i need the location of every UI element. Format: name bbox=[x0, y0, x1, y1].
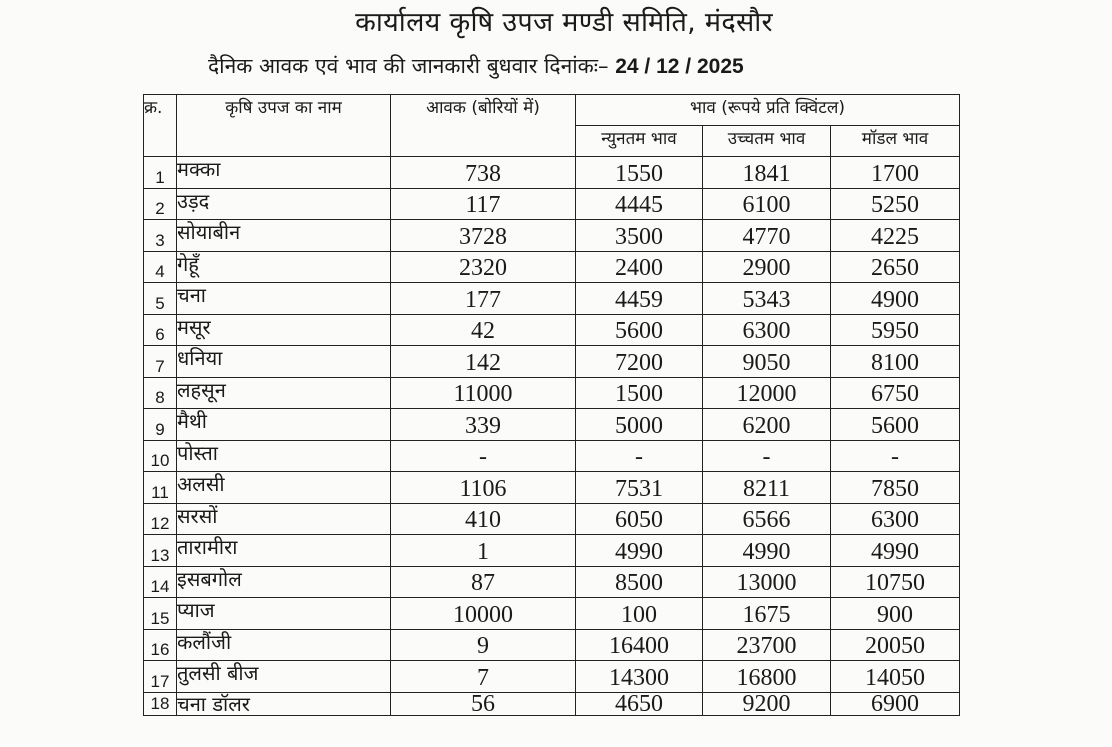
max-price-cell: 6566 bbox=[703, 503, 831, 535]
arrival-cell: 3728 bbox=[391, 220, 576, 252]
commodity-name-cell: सरसों bbox=[177, 503, 391, 535]
commodity-name-cell: लहसून bbox=[177, 377, 391, 409]
table-row bbox=[144, 692, 960, 715]
arrival-cell: 142 bbox=[391, 346, 576, 378]
table-row bbox=[144, 220, 960, 252]
min-price-cell: 100 bbox=[576, 598, 703, 630]
report-date: 24 / 12 / 2025 bbox=[615, 55, 744, 78]
arrival-cell: 11000 bbox=[391, 377, 576, 409]
min-price-cell: 16400 bbox=[576, 629, 703, 661]
modal-price-cell: 5250 bbox=[831, 188, 960, 220]
serial-cell: 14 bbox=[144, 566, 177, 598]
min-price-cell: 7200 bbox=[576, 346, 703, 378]
max-price-cell: 6100 bbox=[703, 188, 831, 220]
min-price-cell: 14300 bbox=[576, 661, 703, 693]
modal-price-cell: 10750 bbox=[831, 566, 960, 598]
arrival-cell: 1106 bbox=[391, 472, 576, 504]
modal-price-cell: - bbox=[831, 440, 960, 472]
commodity-name-cell: चना डॉलर bbox=[177, 692, 391, 715]
serial-cell: 10 bbox=[144, 440, 177, 472]
min-price-cell: 4990 bbox=[576, 535, 703, 567]
max-price-cell: 9200 bbox=[703, 692, 831, 715]
commodity-name-cell: अलसी bbox=[177, 472, 391, 504]
commodity-name-cell: गेहूँ bbox=[177, 251, 391, 283]
serial-cell: 15 bbox=[144, 598, 177, 630]
max-price-cell: 12000 bbox=[703, 377, 831, 409]
modal-price-cell: 4225 bbox=[831, 220, 960, 252]
arrival-cell: 7 bbox=[391, 661, 576, 693]
header-commodity: कृषि उपज का नाम bbox=[177, 95, 391, 157]
modal-price-cell: 6900 bbox=[831, 692, 960, 715]
modal-price-cell: 900 bbox=[831, 598, 960, 630]
min-price-cell: 4650 bbox=[576, 692, 703, 715]
max-price-cell: 1841 bbox=[703, 157, 831, 189]
modal-price-cell: 5600 bbox=[831, 409, 960, 441]
arrival-cell: 738 bbox=[391, 157, 576, 189]
min-price-cell: 1550 bbox=[576, 157, 703, 189]
modal-price-cell: 7850 bbox=[831, 472, 960, 504]
modal-price-cell: 4900 bbox=[831, 283, 960, 315]
table-row bbox=[144, 188, 960, 220]
min-price-cell: 3500 bbox=[576, 220, 703, 252]
modal-price-cell: 1700 bbox=[831, 157, 960, 189]
max-price-cell: 5343 bbox=[703, 283, 831, 315]
arrival-cell: 10000 bbox=[391, 598, 576, 630]
max-price-cell: 13000 bbox=[703, 566, 831, 598]
min-price-cell: 2400 bbox=[576, 251, 703, 283]
max-price-cell: 2900 bbox=[703, 251, 831, 283]
commodity-name-cell: प्याज bbox=[177, 598, 391, 630]
serial-cell: 16 bbox=[144, 629, 177, 661]
min-price-cell: 4459 bbox=[576, 283, 703, 315]
arrival-cell: 1 bbox=[391, 535, 576, 567]
table-row bbox=[144, 283, 960, 315]
modal-price-cell: 8100 bbox=[831, 346, 960, 378]
max-price-cell: - bbox=[703, 440, 831, 472]
min-price-cell: 1500 bbox=[576, 377, 703, 409]
max-price-cell: 4990 bbox=[703, 535, 831, 567]
table-row bbox=[144, 409, 960, 441]
header-max-price: उच्चतम भाव bbox=[703, 126, 831, 157]
modal-price-cell: 6300 bbox=[831, 503, 960, 535]
serial-cell: 6 bbox=[144, 314, 177, 346]
min-price-cell: 5000 bbox=[576, 409, 703, 441]
table-row bbox=[144, 377, 960, 409]
serial-cell: 7 bbox=[144, 346, 177, 378]
serial-cell: 13 bbox=[144, 535, 177, 567]
min-price-cell: 6050 bbox=[576, 503, 703, 535]
arrival-cell: 117 bbox=[391, 188, 576, 220]
max-price-cell: 23700 bbox=[703, 629, 831, 661]
table-row bbox=[144, 535, 960, 567]
serial-cell: 8 bbox=[144, 377, 177, 409]
serial-cell: 11 bbox=[144, 472, 177, 504]
modal-price-cell: 20050 bbox=[831, 629, 960, 661]
commodity-name-cell: तारामीरा bbox=[177, 535, 391, 567]
serial-cell: 4 bbox=[144, 251, 177, 283]
table-row bbox=[144, 472, 960, 504]
commodity-name-cell: मैथी bbox=[177, 409, 391, 441]
modal-price-cell: 6750 bbox=[831, 377, 960, 409]
serial-cell: 2 bbox=[144, 188, 177, 220]
modal-price-cell: 14050 bbox=[831, 661, 960, 693]
max-price-cell: 6300 bbox=[703, 314, 831, 346]
table-row bbox=[144, 598, 960, 630]
table-row bbox=[144, 566, 960, 598]
arrival-cell: 177 bbox=[391, 283, 576, 315]
serial-cell: 18 bbox=[144, 692, 177, 715]
serial-cell: 12 bbox=[144, 503, 177, 535]
table-row bbox=[144, 251, 960, 283]
arrival-cell: 339 bbox=[391, 409, 576, 441]
max-price-cell: 1675 bbox=[703, 598, 831, 630]
serial-cell: 5 bbox=[144, 283, 177, 315]
modal-price-cell: 2650 bbox=[831, 251, 960, 283]
min-price-cell: 8500 bbox=[576, 566, 703, 598]
arrival-cell: 87 bbox=[391, 566, 576, 598]
max-price-cell: 16800 bbox=[703, 661, 831, 693]
document-subtitle bbox=[208, 52, 912, 80]
commodity-name-cell: इसबगोल bbox=[177, 566, 391, 598]
min-price-cell: 7531 bbox=[576, 472, 703, 504]
commodity-name-cell: पोस्ता bbox=[177, 440, 391, 472]
commodity-name-cell: सोयाबीन bbox=[177, 220, 391, 252]
serial-cell: 3 bbox=[144, 220, 177, 252]
commodity-name-cell: मक्का bbox=[177, 157, 391, 189]
min-price-cell: - bbox=[576, 440, 703, 472]
table-row bbox=[144, 629, 960, 661]
modal-price-cell: 5950 bbox=[831, 314, 960, 346]
min-price-cell: 4445 bbox=[576, 188, 703, 220]
arrival-cell: 2320 bbox=[391, 251, 576, 283]
subtitle-text: दैनिक आवक एवं भाव की जानकारी बुधवार दिनांकः– bbox=[208, 54, 609, 78]
modal-price-cell: 4990 bbox=[831, 535, 960, 567]
table-row bbox=[144, 157, 960, 189]
commodity-name-cell: कलौंजी bbox=[177, 629, 391, 661]
table-row bbox=[144, 440, 960, 472]
commodity-name-cell: चना bbox=[177, 283, 391, 315]
table-row bbox=[144, 346, 960, 378]
header-arrival: आवक (बोरियों में) bbox=[391, 95, 576, 157]
header-modal-price: मॉडल भाव bbox=[831, 126, 960, 157]
table-row bbox=[144, 503, 960, 535]
header-min-price: न्युनतम भाव bbox=[576, 126, 703, 157]
max-price-cell: 4770 bbox=[703, 220, 831, 252]
commodity-name-cell: उड़द bbox=[177, 188, 391, 220]
arrival-cell: 42 bbox=[391, 314, 576, 346]
header-serial: क्र. bbox=[144, 95, 177, 157]
header-price-group: भाव (रूपये प्रति क्विंटल) bbox=[576, 95, 960, 126]
table-row bbox=[144, 314, 960, 346]
document-title: कार्यालय कृषि उपज मण्डी समिति, मंदसौर bbox=[355, 7, 773, 38]
commodity-name-cell: तुलसी बीज bbox=[177, 661, 391, 693]
table-row bbox=[144, 661, 960, 693]
mandi-rates-table bbox=[143, 94, 960, 716]
max-price-cell: 9050 bbox=[703, 346, 831, 378]
arrival-cell: - bbox=[391, 440, 576, 472]
commodity-name-cell: धनिया bbox=[177, 346, 391, 378]
min-price-cell: 5600 bbox=[576, 314, 703, 346]
arrival-cell: 56 bbox=[391, 692, 576, 715]
serial-cell: 9 bbox=[144, 409, 177, 441]
serial-cell: 1 bbox=[144, 157, 177, 189]
arrival-cell: 9 bbox=[391, 629, 576, 661]
max-price-cell: 6200 bbox=[703, 409, 831, 441]
max-price-cell: 8211 bbox=[703, 472, 831, 504]
serial-cell: 17 bbox=[144, 661, 177, 693]
commodity-name-cell: मसूर bbox=[177, 314, 391, 346]
arrival-cell: 410 bbox=[391, 503, 576, 535]
